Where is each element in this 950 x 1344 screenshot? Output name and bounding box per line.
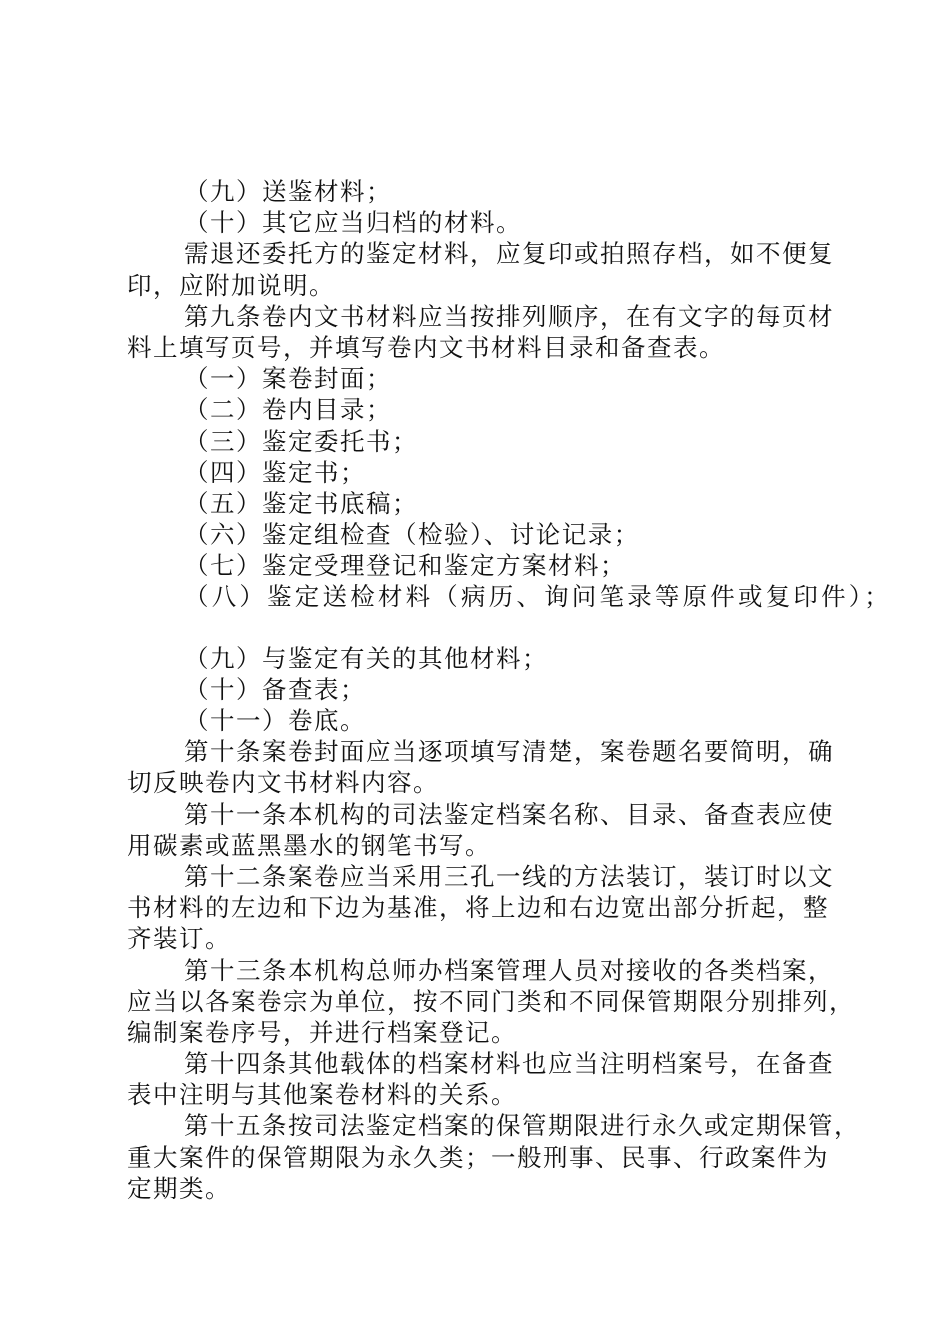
list-item: （九）送鉴材料； bbox=[184, 177, 392, 206]
paragraph-line: 需退还委托方的鉴定材料，应复印或拍照存档，如不便复 bbox=[184, 239, 834, 269]
paragraph-line: 印，应附加说明。 bbox=[127, 270, 335, 300]
paragraph-line: 用碳素或蓝黑墨水的钢笔书写。 bbox=[127, 830, 491, 860]
list-item: （三）鉴定委托书； bbox=[184, 426, 418, 456]
paragraph-line: 应当以各案卷宗为单位，按不同门类和不同保管期限分别排列， bbox=[127, 986, 855, 1016]
list-item: （八）鉴定送检材料（病历、询问笔录等原件或复印件）； bbox=[184, 582, 892, 612]
article-10-line: 第十条案卷封面应当逐项填写清楚，案卷题名要简明，确 bbox=[184, 737, 834, 767]
document-body bbox=[127, 176, 892, 1204]
list-item: （十）其它应当归档的材料。 bbox=[184, 208, 522, 238]
article-12-line: 第十二条案卷应当采用三孔一线的方法装订，装订时以文 bbox=[184, 861, 834, 891]
list-item: （十一）卷底。 bbox=[184, 706, 366, 735]
article-9-line: 第九条卷内文书材料应当按排列顺序，在有文字的每页材 bbox=[184, 301, 834, 331]
paragraph-line: 齐装订。 bbox=[127, 924, 231, 954]
paragraph-line: 表中注明与其他案卷材料的关系。 bbox=[127, 1080, 517, 1110]
list-item: （六）鉴定组检查（检验）、讨论记录； bbox=[184, 520, 640, 550]
paragraph-line: 编制案卷序号，并进行档案登记。 bbox=[127, 1017, 517, 1047]
list-item: （四）鉴定书； bbox=[184, 457, 366, 487]
paragraph-line: 料上填写页号，并填写卷内文书材料目录和备查表。 bbox=[127, 332, 725, 362]
list-item: （十）备查表； bbox=[184, 674, 366, 704]
paragraph-line: 切反映卷内文书材料内容。 bbox=[127, 768, 439, 798]
paragraph-line: 定期类。 bbox=[127, 1173, 231, 1203]
list-item: （二）卷内目录； bbox=[184, 395, 392, 425]
list-item: （五）鉴定书底稿； bbox=[184, 488, 418, 518]
list-item: （一）案卷封面； bbox=[184, 364, 392, 394]
list-item: （九）与鉴定有关的其他材料； bbox=[184, 643, 548, 673]
list-item: （七）鉴定受理登记和鉴定方案材料； bbox=[184, 551, 626, 581]
article-11-line: 第十一条本机构的司法鉴定档案名称、目录、备查表应使 bbox=[184, 799, 834, 829]
article-14-line: 第十四条其他载体的档案材料也应当注明档案号，在备查 bbox=[184, 1049, 834, 1079]
article-15-line: 第十五条按司法鉴定档案的保管期限进行永久或定期保管， bbox=[184, 1111, 860, 1141]
article-13-line: 第十三条本机构总师办档案管理人员对接收的各类档案， bbox=[184, 955, 834, 985]
paragraph-line: 书材料的左边和下边为基准，将上边和右边宽出部分折起，整 bbox=[127, 893, 829, 923]
paragraph-line: 重大案件的保管期限为永久类；一般刑事、民事、行政案件为 bbox=[127, 1142, 829, 1172]
